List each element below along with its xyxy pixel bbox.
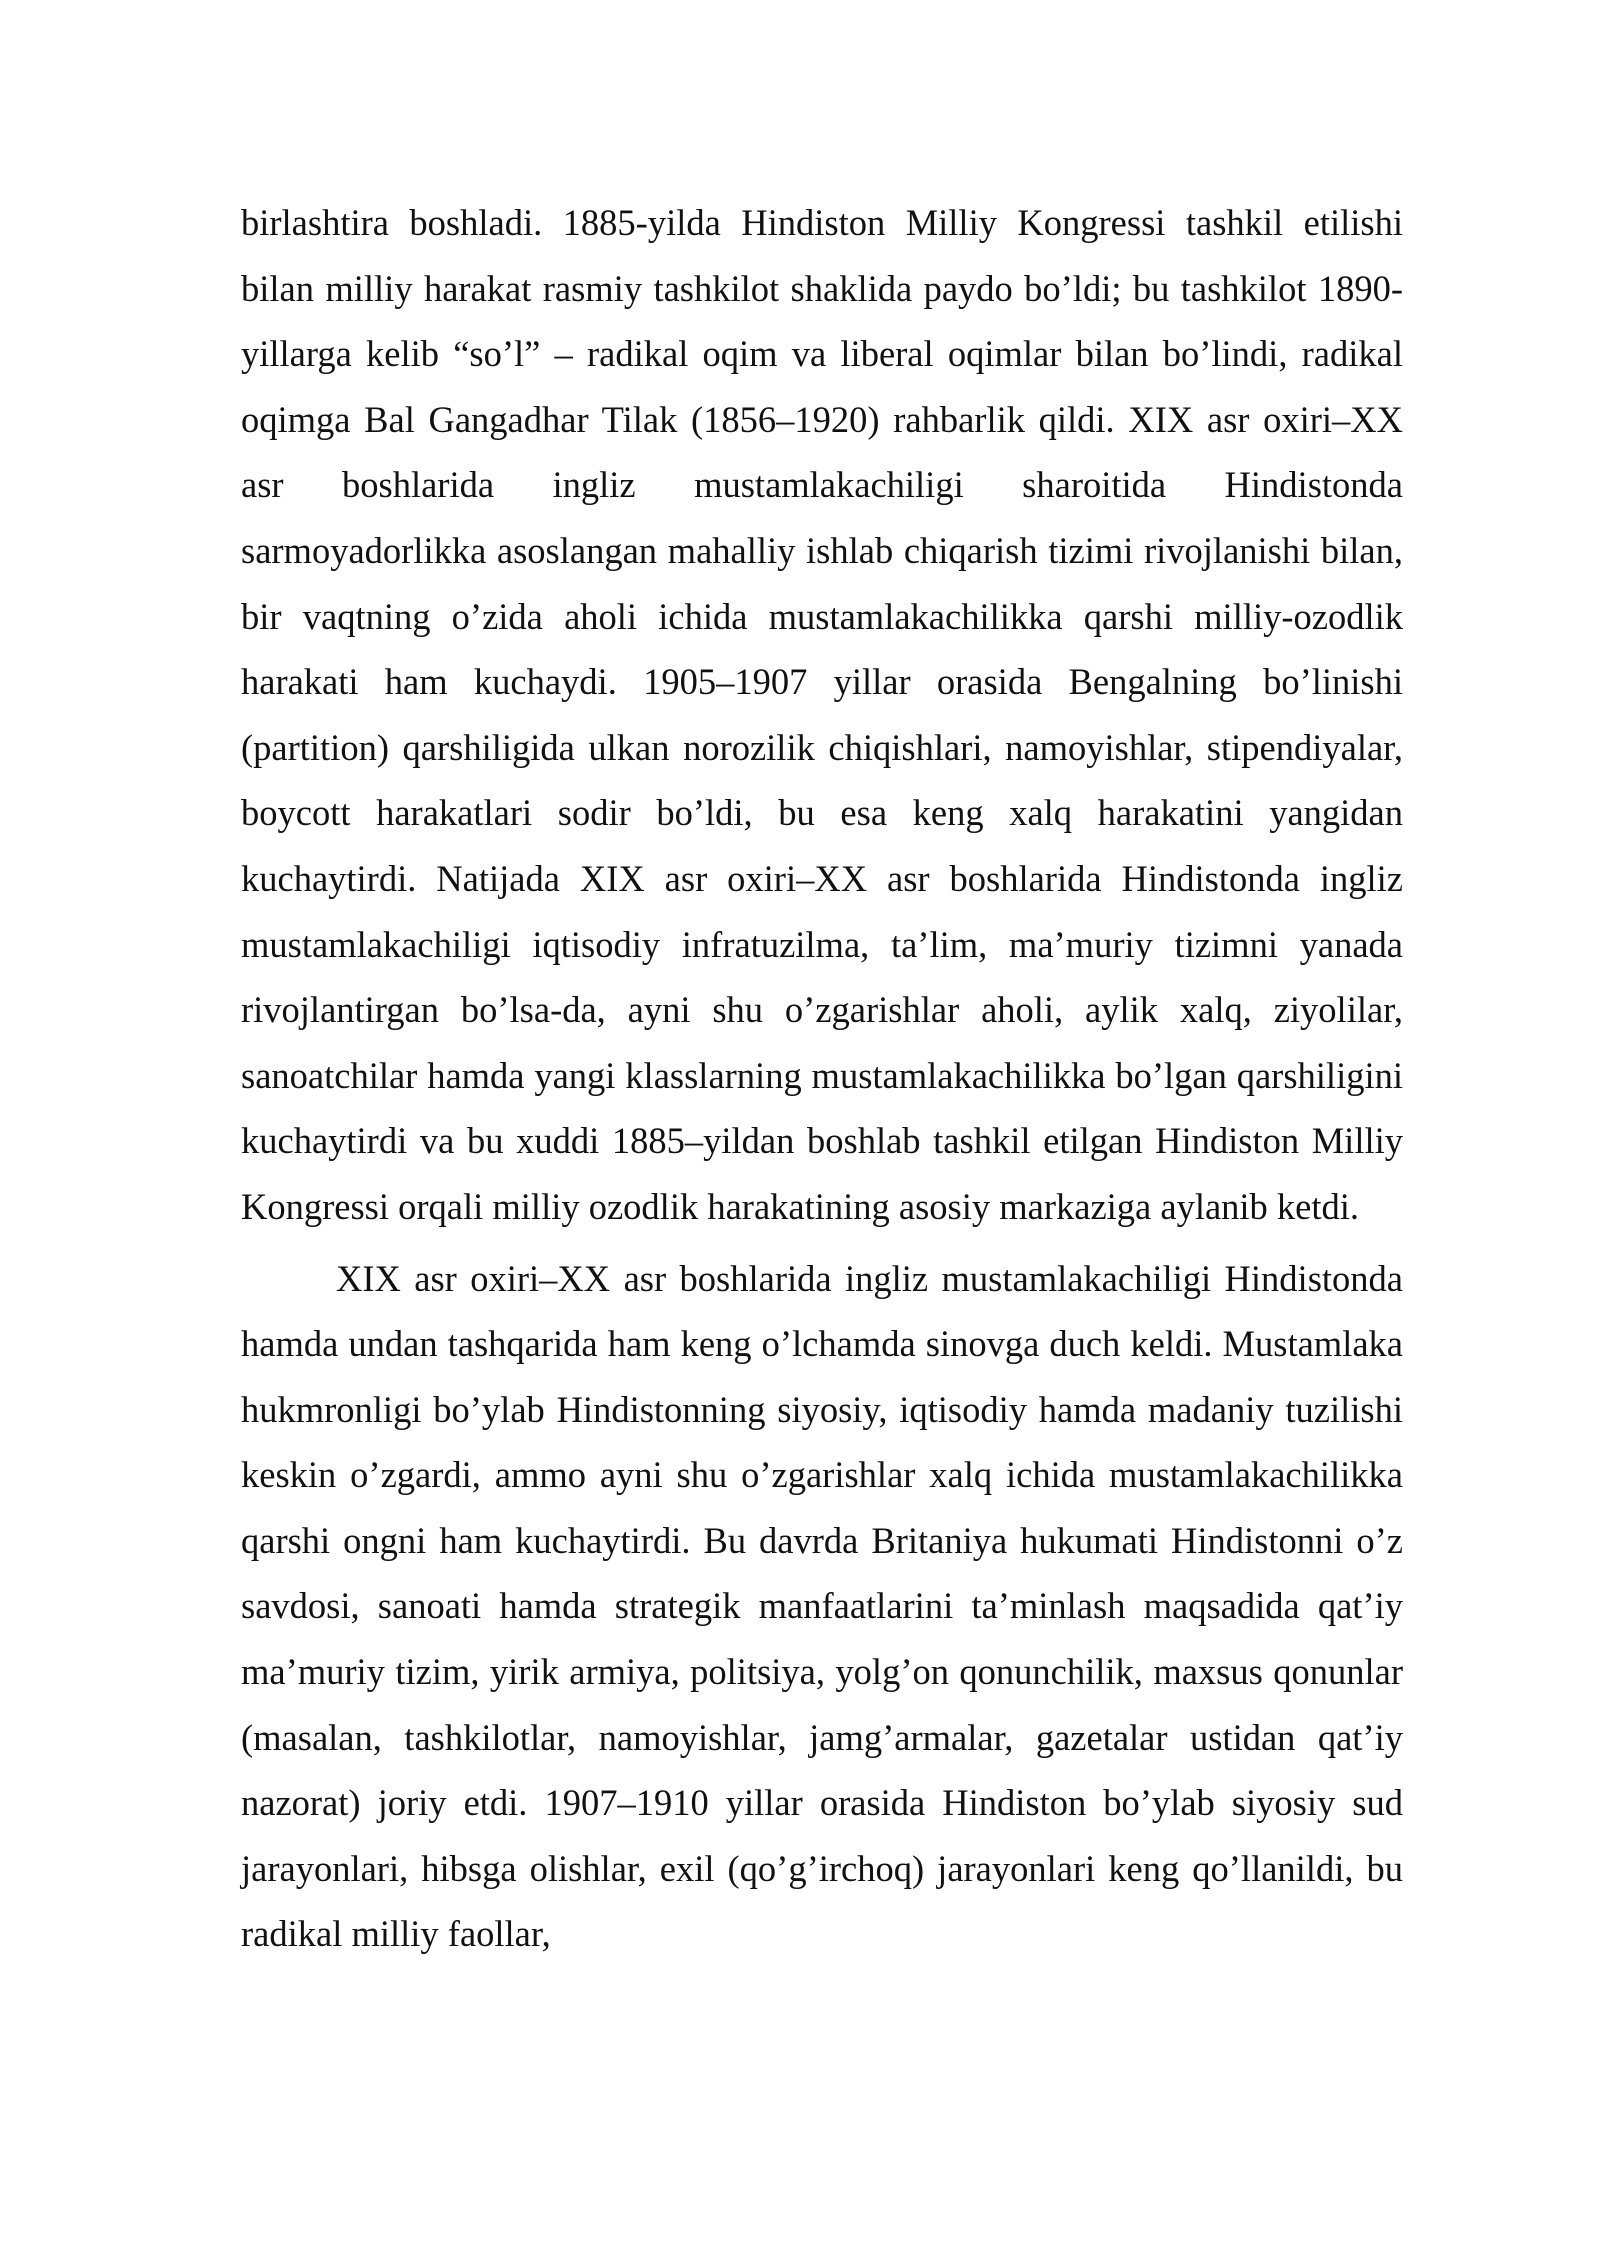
document-body	[241, 190, 1403, 1967]
paragraph-continued: birlashtira boshladi. 1885-yilda Hindiston Milliy Kongressi tashkil etilishi bilan milliy harakat rasmiy tashkilot shaklida paydo bo’ldi; bu tashkilot 1890-yillarga kelib “so’l” – radikal oqim va liberal oqimlar bilan bo’lindi, radikal oqimga Bal Gangadhar Tilak (1856–1920) rahbarlik qildi. XIX asr oxiri–XX asr boshlarida ingliz mustamlakachiligi sharoitida Hindistonda sarmoyadorlikka asoslangan mahalliy ishlab chiqarish tizimi rivojlanishi bilan, bir vaqtning o’zida aholi ichida mustamlakachilikka qarshi milliy-ozodlik harakati ham kuchaydi. 1905–1907 yillar orasida Bengalning bo’linishi (partition) qarshiligida ulkan norozilik chiqishlari, namoyishlar, stipendiyalar, boycott harakatlari sodir bo’ldi, bu esa keng xalq harakatini yangidan kuchaytirdi. Natijada XIX asr oxiri–XX asr boshlarida Hindistonda ingliz mustamlakachiligi iqtisodiy infratuzilma, ta’lim, ma’muriy tizimni yanada rivojlantirgan bo’lsa-da, ayni shu o’zgarishlar aholi, aylik xalq, ziyolilar, sanoatchilar hamda yangi klasslarning mustamlakachilikka bo’lgan qarshiligini kuchaytirdi va bu xuddi 1885–yildan boshlab tashkil etilgan Hindiston Milliy Kongressi orqali milliy ozodlik harakatining asosiy markaziga aylanib ketdi.	[241, 202, 1403, 1227]
paragraph-indented: XIX asr oxiri–XX asr boshlarida ingliz mustamlakachiligi Hindistonda hamda undan tashqarida ham keng o’lchamda sinovga duch keldi. Mustamlaka hukmronligi bo’ylab Hindistonning siyosiy, iqtisodiy hamda madaniy tuzilishi keskin o’zgardi, ammo ayni shu o’zgarishlar xalq ichida mustamlakachilikka qarshi ongni ham kuchaytirdi. Bu davrda Britaniya hukumati Hindistonni o’z savdosi, sanoati hamda strategik manfaatlarini ta’minlash maqsadida qat’iy ma’muriy tizim, yirik armiya, politsiya, yolg’on qonunchilik, maxsus qonunlar (masalan, tashkilotlar, namoyishlar, jamg’armalar, gazetalar ustidan qat’iy nazorat) joriy etdi. 1907–1910 yillar orasida Hindiston bo’ylab siyosiy sud jarayonlari, hibsga olishlar, exil (qo’g’irchoq) jarayonlari keng qo’llanildi, bu radikal milliy faollar,	[241, 1257, 1403, 1955]
